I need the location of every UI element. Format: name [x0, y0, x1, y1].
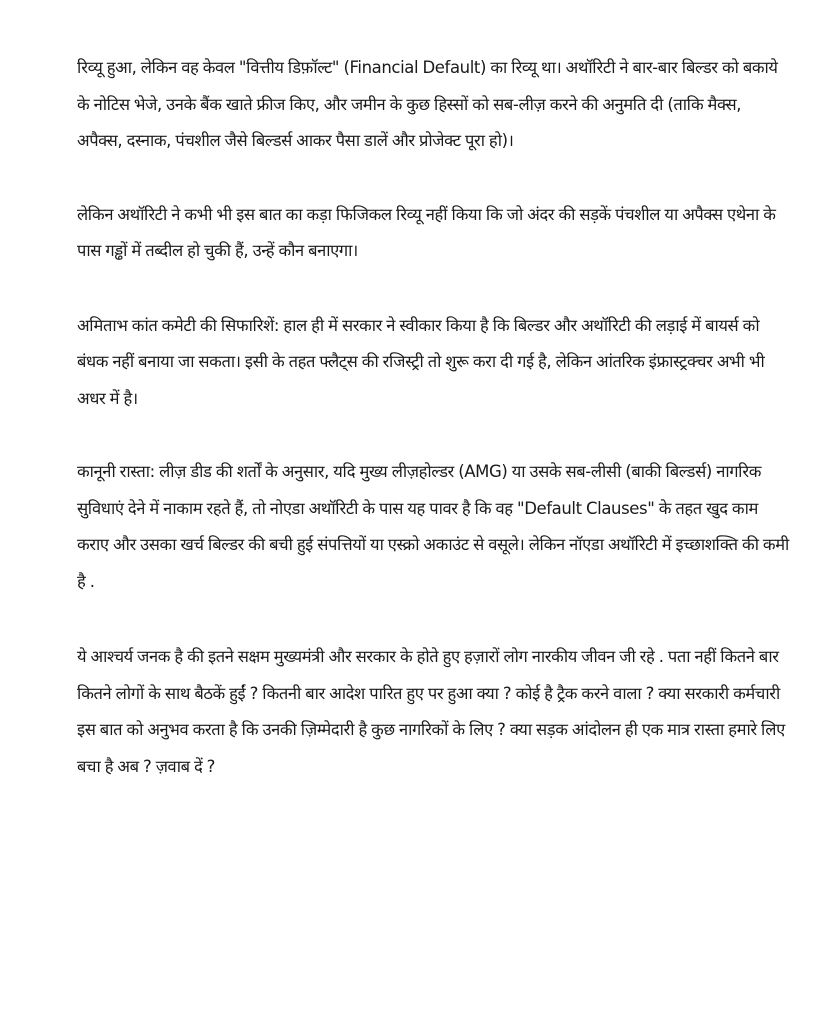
paragraph-financial-default-review: रिव्यू हुआ, लेकिन वह केवल "वित्तीय डिफ़ॉल्ट" (Financial Default) का रिव्यू था। अथॉरिटी ने बार-बार बिल्डर को बकाये के नोटिस भेजे, उनके बैंक खाते फ्रीज किए, और जमीन के कुछ हिस्सों को सब-लीज़ करने की अनुमति दी (ताकि मैक्स, अपैक्स, दस्नाक, पंचशील जैसे बिल्डर्स आकर पैसा डालें और प्रोजेक्ट पूरा हो)।: [77, 58, 778, 150]
paragraph-physical-review: लेकिन अथॉरिटी ने कभी भी इस बात का कड़ा फिजिकल रिव्यू नहीं किया कि जो अंदर की सड़कें पंचशील या अपैक्स एथेना के पास गड्ढों में तब्दील हो चुकी हैं, उन्हें कौन बनाएगा।: [77, 204, 776, 260]
paragraph-amitabh-kant-committee: अमिताभ कांत कमेटी की सिफारिशें: हाल ही में सरकार ने स्वीकार किया है कि बिल्डर और अथॉरिटी की लड़ाई में बायर्स को बंधक नहीं बनाया जा सकता। इसी के तहत फ्लैट्स की रजिस्ट्री तो शुरू करा दी गई है, लेकिन आंतरिक इंफ्रास्ट्रक्चर अभी भी अधर में है।: [77, 315, 765, 408]
paragraph-legal-route: कानूनी रास्ता: लीज़ डीड की शर्तों के अनुसार, यदि मुख्य लीज़होल्डर (AMG) या उसके सब-लीसी (बाकी बिल्डर्स) नागरिक सुविधाएं देने में नाकाम रहते हैं, तो नोएडा अथॉरिटी के पास यह पावर है कि वह "Default Clauses" के तहत खुद काम कराए और उसका खर्च बिल्डर की बची हुई संपत्तियों या एस्क्रो अकाउंट से वसूले। लेकिन नॉएडा अथॉरिटी में इच्छाशक्ति की कमी है .: [77, 462, 789, 591]
document-body: [77, 50, 789, 823]
paragraph-closing-questions: ये आश्चर्य जनक है की इतने सक्षम मुख्यमंत्री और सरकार के होते हुए हज़ारों लोग नारकीय जीवन जी रहे . पता नहीं कितने बार कितने लोगों के साथ बैठकें हुईं ? कितनी बार आदेश पारित हुए पर हुआ क्या ? कोई है ट्रैक करने वाला ? क्या सरकारी कर्मचारी इस बात को अनुभव करता है कि उनकी ज़िम्मेदारी है कुछ नागरिकों के लिए ? क्या सड़क आंदोलन ही एक मात्र रास्ता हमारे लिए बचा है अब ? ज़वाब दें ?: [77, 647, 785, 776]
